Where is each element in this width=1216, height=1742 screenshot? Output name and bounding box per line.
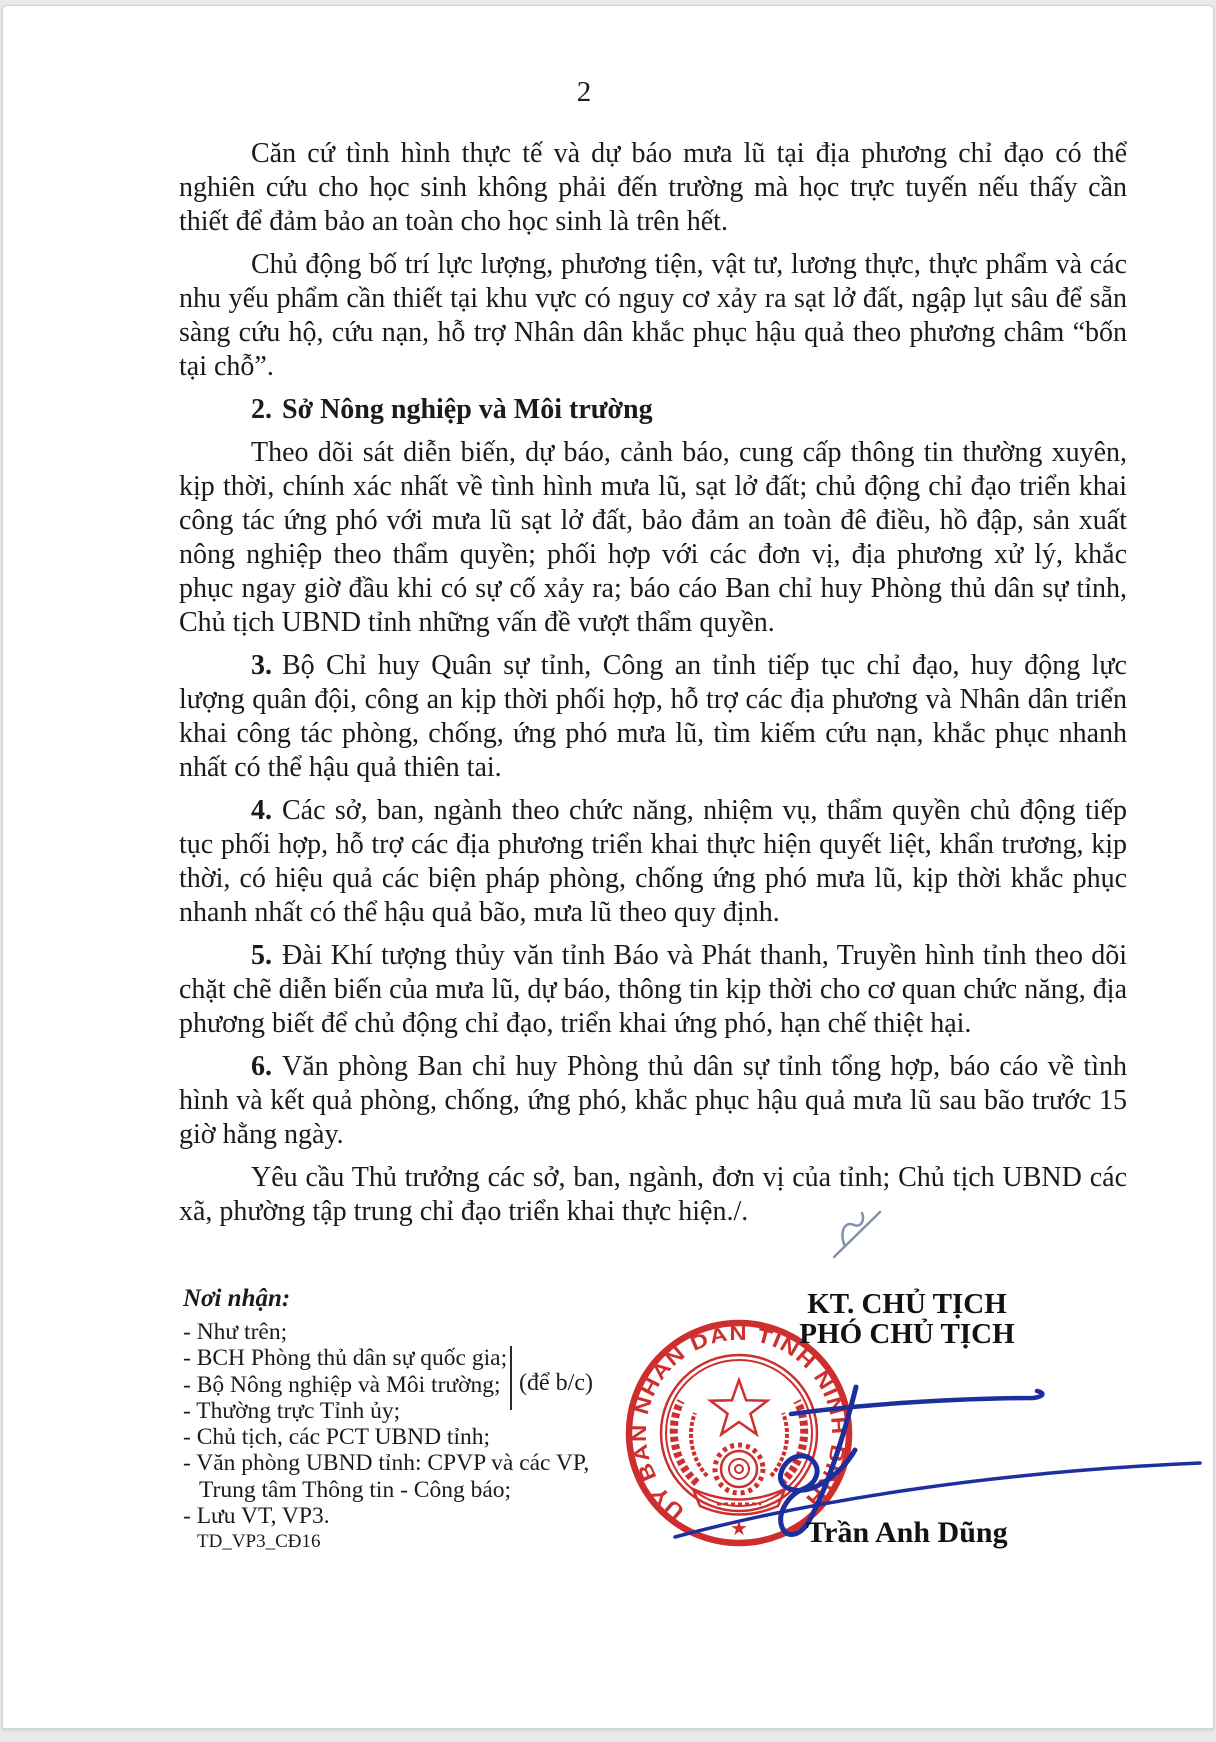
recipient-item: - Bộ Nông nghiệp và Môi trường; [183, 1371, 501, 1398]
paragraph [179, 794, 1127, 930]
paragraph-text: Yêu cầu Thủ trưởng các sở, ban, ngành, đơn vị của tỉnh; Chủ tịch UBND các xã, phường tập trung chỉ đạo triển khai thực hiện./. [179, 1162, 1127, 1227]
bc-note: (để b/c) [519, 1370, 593, 1396]
stamp-bottom-star-icon: ★ [730, 1516, 748, 1540]
paragraph-number: 4. [251, 795, 272, 826]
signer-title-line1: KT. CHỦ TỊCH [807, 1288, 1007, 1320]
paragraph [179, 1050, 1127, 1152]
emblem-cog-center [735, 1465, 743, 1473]
paragraph-text: Theo dõi sát diễn biến, dự báo, cảnh báo, cung cấp thông tin thường xuyên, kịp thời, chính xác nhất về tình hình mưa lũ, sạt lở đất; chủ động chỉ đạo triển khai công tác ứng phó với mưa lũ sạt lở đất, bảo đảm an toàn đê điều, hồ đập, sản xuất nông nghiệp theo thẩm quyền; phối hợp với các đơn vị, địa phương xử lý, khắc phục ngay giờ đầu khi có sự cố xảy ra; báo cáo Ban chỉ huy Phòng thủ dân sự tỉnh, Chủ tịch UBND tỉnh những vấn đề vượt thẩm quyền. [179, 437, 1127, 638]
paragraph-text: Bộ Chỉ huy Quân sự tỉnh, Công an tỉnh tiếp tục chỉ đạo, huy động lực lượng quân đội, công an kịp thời phối hợp, hỗ trợ các địa phương và Nhân dân triển khai công tác phòng, chống, ứng phó mưa lũ, tìm kiếm cứu nạn, khắc phục nhanh nhất có thể hậu quả thiên tai. [179, 650, 1127, 783]
paragraph-text: Chủ động bố trí lực lượng, phương tiện, vật tư, lương thực, thực phẩm và các nhu yếu phẩm cần thiết tại khu vực có nguy cơ xảy ra sạt lở đất, ngập lụt sâu để sẵn sàng cứu hộ, cứu nạn, hỗ trợ Nhân dân khắc phục hậu quả theo phương châm “bốn tại chỗ”. [179, 249, 1127, 382]
paragraph [179, 1161, 1127, 1229]
emblem-cog [721, 1451, 757, 1487]
paragraph [179, 939, 1127, 1041]
paragraph-number: 2. [251, 394, 272, 425]
document-page [2, 5, 1214, 1729]
stamp-ring-text: ỦY BAN NHÂN DÂN TỈNH NINH BÌNH [628, 1322, 850, 1523]
signer-titles [761, 1289, 1053, 1349]
paragraph [179, 436, 1127, 640]
wreath-right-inner [771, 1413, 787, 1476]
paragraph [179, 393, 1127, 427]
recipient-item: - Chủ tịch, các PCT UBND tỉnh; [183, 1424, 491, 1451]
recipient-item: - Văn phòng UBND tỉnh: CPVP và các VP, [183, 1450, 590, 1477]
recipients-list [183, 1319, 589, 1529]
emblem-cog-hub [729, 1459, 749, 1479]
recipient-item: - Như trên; [183, 1319, 288, 1345]
paragraph-text: Các sở, ban, ngành theo chức năng, nhiệm vụ, thẩm quyền chủ động tiếp tục phối hợp, hỗ trợ các địa phương triển khai thực hiện quyết liệt, khẩn trương, kịp thời, có hiệu quả các biện pháp phòng, chống ứng phó mưa lũ, kịp thời khắc phục nhanh nhất có thể hậu quả bão, mưa lũ theo quy định. [179, 795, 1127, 928]
paragraph-number: 5. [251, 940, 272, 971]
emblem-star [711, 1380, 768, 1434]
page-number: 2 [576, 76, 592, 108]
paragraph-text: Căn cứ tình hình thực tế và dự báo mưa lũ tại địa phương chỉ đạo có thể nghiên cứu cho học sinh không phải đến trường mà học trực tuyến nếu thấy cần thiết để đảm bảo an toàn cho học sinh là trên hết. [179, 138, 1127, 237]
paragraph-number: 6. [251, 1051, 272, 1082]
paragraph-text: Sở Nông nghiệp và Môi trường [282, 394, 653, 425]
recipient-item: - Thường trực Tỉnh ủy; [183, 1397, 401, 1424]
paragraph [179, 137, 1127, 239]
paragraph-text: Đài Khí tượng thủy văn tỉnh Báo và Phát thanh, Truyền hình tỉnh theo dõi chặt chẽ diễn biến của mưa lũ, dự báo, thông tin kịp thời cho cơ quan chức năng, địa phương biết để chủ động chỉ đạo, triển khai ứng phó, hạn chế thiệt hại. [179, 940, 1127, 1039]
recipient-item: - BCH Phòng thủ dân sự quốc gia; [183, 1345, 508, 1372]
document-code: TD_VP3_CĐ16 [197, 1531, 321, 1553]
paragraph-text: Văn phòng Ban chỉ huy Phòng thủ dân sự tỉnh tổng hợp, báo cáo về tình hình và kết quả phòng, chống, ứng phó, khắc phục hậu quả mưa lũ sau bão trước 15 giờ hằng ngày. [179, 1051, 1127, 1150]
paragraph [179, 649, 1127, 785]
recipients-title: Nơi nhận: [183, 1285, 291, 1312]
paragraph-number: 3. [251, 650, 272, 681]
paragraph [179, 248, 1127, 384]
signer-title-line2: PHÓ CHỦ TỊCH [799, 1318, 1015, 1350]
recipient-item: - Lưu VT, VP3. [183, 1503, 330, 1530]
signer-name: Trần Anh Dũng [806, 1516, 1008, 1549]
wreath-left-inner [691, 1413, 707, 1476]
recipient-item: Trung tâm Thông tin - Công báo; [199, 1476, 512, 1503]
recipients-block [183, 1285, 589, 1553]
document-body [179, 137, 1127, 1238]
bc-bracket-line [510, 1346, 512, 1410]
